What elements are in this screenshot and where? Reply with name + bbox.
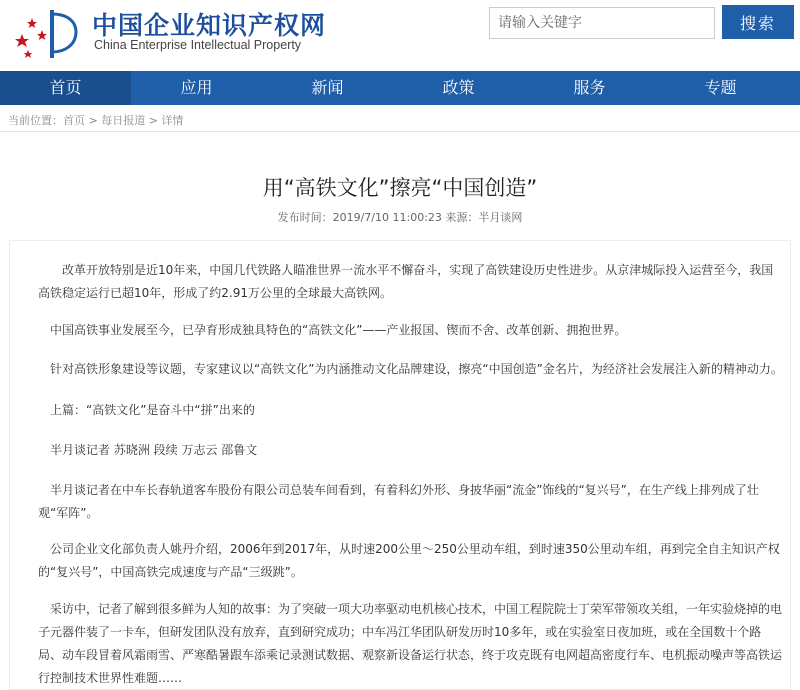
breadcrumb-daily[interactable]: 每日报道 [101,114,146,127]
star-icon [27,18,37,28]
nav-item-services[interactable]: 服务 [573,78,606,97]
breadcrumb-separator: > [145,114,162,127]
article-paragraph [38,259,784,305]
article-paragraph [38,479,784,525]
article-paragraph [38,598,784,690]
paragraph-text: 半月谈记者在中车长春轨道客车股份有限公司总装车间看到，有着科幻外形、身披华丽“流金”饰线的“复兴号”，在生产线上排列成了壮观“军阵”。 [38,483,759,520]
article-title: 用“高铁文化”擦亮“中国创造” [262,176,538,200]
nav-item-topics[interactable]: 专题 [704,78,737,97]
article-paragraph [38,319,784,342]
site-header [0,0,800,70]
breadcrumb-detail: 详情 [161,114,184,127]
nav-item-apps[interactable]: 应用 [180,78,213,97]
nav-item-news[interactable]: 新闻 [311,78,344,97]
site-name-cn[interactable]: 中国企业知识产权网 [92,11,327,40]
star-icon [24,50,32,58]
article-subheading [38,399,784,422]
article-body [9,240,791,690]
article-meta: 发布时间：2019/7/10 11:00:23 来源：半月谈网 [277,211,523,224]
nav-item-policy[interactable]: 政策 [442,78,475,97]
site-name-en: China Enterprise Intellectual Property [94,38,302,52]
star-icon [15,34,29,47]
search-button[interactable]: 搜索 [722,5,794,39]
paragraph-text: 改革开放特别是近10年来，中国几代铁路人瞄准世界一流水平不懈奋斗，实现了高铁建设历史性进步。从京津城际投入运营至今，我国高铁稳定运行已超10年，形成了约2.91万公里的全球最大高铁网。 [38,263,774,300]
paragraph-text: 中国高铁事业发展至今，已孕育形成独具特色的“高铁文化”——产业报国、锲而不舍、改革创新、拥抱世界。 [50,323,627,337]
breadcrumb-prefix: 当前位置： [8,114,63,127]
article-paragraph [38,358,784,381]
article-byline [38,439,784,462]
main-nav [0,71,800,105]
article-paragraph [38,538,784,584]
breadcrumb-separator: > [85,114,102,127]
paragraph-text: 公司企业文化部负责人姚丹介绍，2006年到2017年，从时速200公里～250公里动车组，到时速350公里动车组，再到完全自主知识产权的“复兴号”，中国高铁完成速度与产品“三级跳”。 [38,542,780,579]
nav-item-home[interactable]: 首页 [0,71,131,105]
paragraph-text: 半月谈记者 苏晓洲 段续 万志云 邵鲁文 [50,443,258,457]
search-input[interactable] [489,7,715,39]
breadcrumb [8,112,183,128]
paragraph-text: 上篇：“高铁文化”是奋斗中“拼”出来的 [50,403,255,417]
site-logo[interactable] [8,4,78,60]
divider [0,131,800,132]
paragraph-text: 针对高铁形象建设等议题，专家建议以“高铁文化”为内涵推动文化品牌建设，擦亮“中国创造”金名片，为经济社会发展注入新的精神动力。 [50,362,783,376]
paragraph-text: 采访中，记者了解到很多鲜为人知的故事：为了突破一项大功率驱动电机核心技术，中国工程院院士丁荣军带领攻关组，一年实验烧掉的电子元器件装了一卡车，但研发团队没有放弃，直到研究成功；中车冯江华团队研发历时10多年，或在实验室日夜加班，或在全国数十个路局、动车段冒着风霜雨雪、严寒酷暑跟车添乘记录测试数据、观察新设备运行状态，终于攻克既有电网超高密度行车、电机振动噪声等高铁运行控制技术世界性难题…… [38,602,783,685]
breadcrumb-home[interactable]: 首页 [63,114,85,127]
star-icon [37,30,47,40]
